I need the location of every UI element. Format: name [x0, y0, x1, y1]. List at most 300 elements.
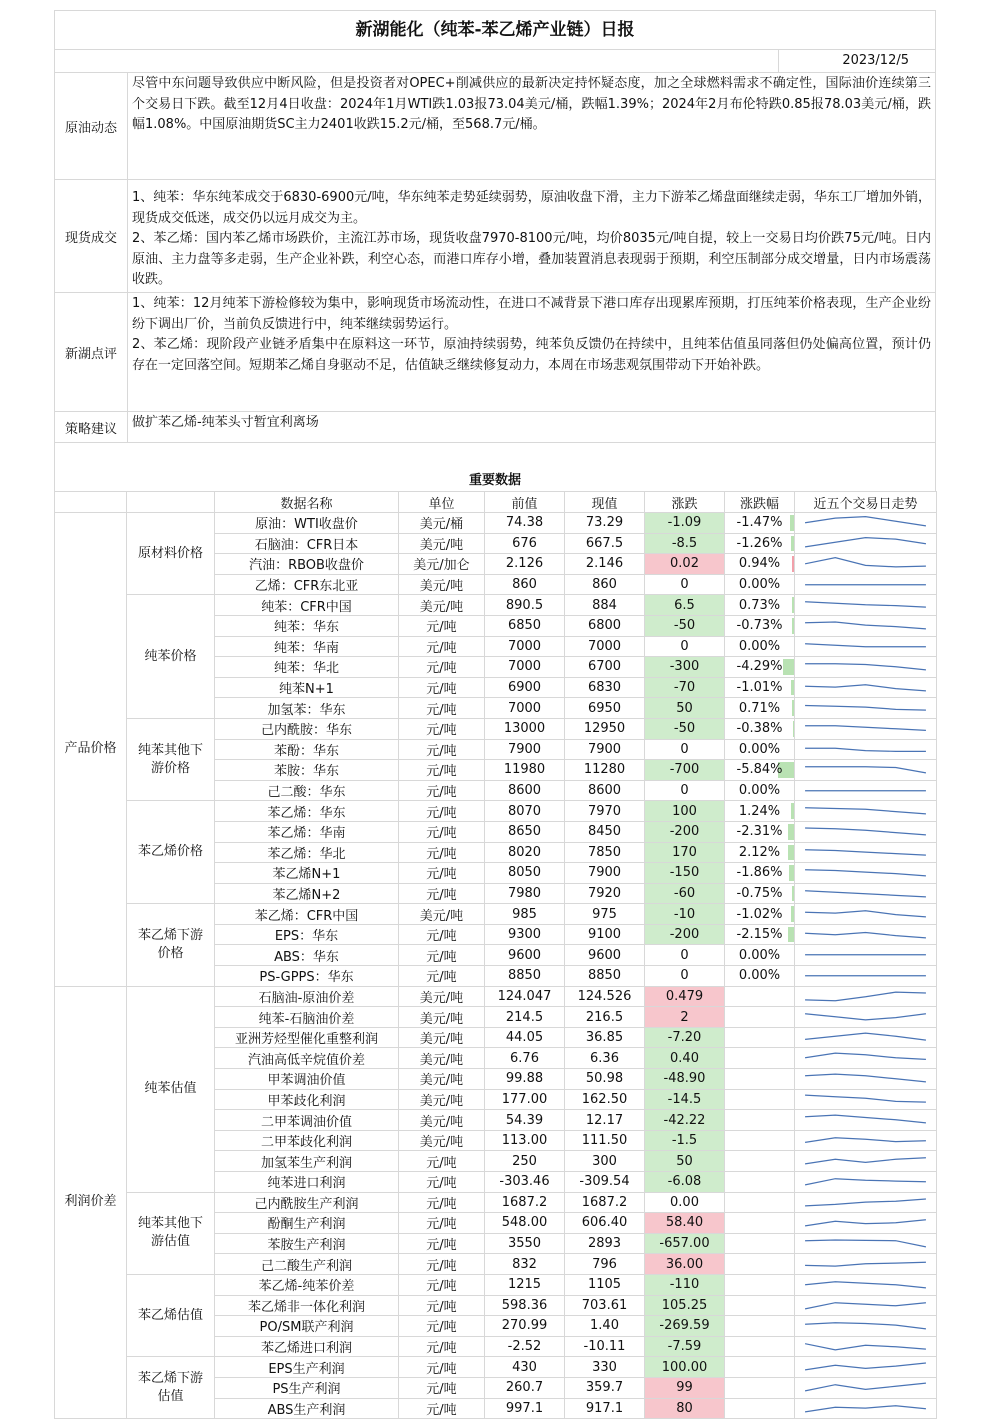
- pct-bar: [789, 865, 794, 881]
- row-cur: 6950: [565, 698, 645, 719]
- row-trend: [795, 677, 937, 698]
- date-row: [54, 49, 936, 72]
- row-name: 纯苯-石脑油价差: [215, 1007, 399, 1028]
- row-unit: 元/吨: [399, 760, 485, 781]
- trend-line: [805, 1054, 926, 1060]
- row-unit: 元/吨: [399, 801, 485, 822]
- trend-sparkline: [795, 1378, 936, 1398]
- row-cur: 330: [565, 1357, 645, 1378]
- row-pct: [725, 574, 795, 595]
- row-prev: 250: [485, 1151, 565, 1172]
- trend-line: [805, 1323, 926, 1329]
- row-unit: 元/吨: [399, 1151, 485, 1172]
- row-cur: 667.5: [565, 533, 645, 554]
- row-pct: [725, 513, 795, 534]
- row-change: -48.90: [645, 1069, 725, 1090]
- pct-value: 2.12%: [738, 844, 781, 860]
- trend-sparkline: [795, 698, 936, 718]
- row-prev: 124.047: [485, 986, 565, 1007]
- subgroup-label: 苯乙烯价格: [127, 801, 215, 904]
- header-pct: 涨跌幅: [725, 492, 795, 513]
- row-unit: 美元/桶: [399, 513, 485, 534]
- section-label: 策略建议: [55, 412, 128, 442]
- row-cur: 6700: [565, 657, 645, 678]
- trend-line: [805, 890, 926, 896]
- row-cur: 300: [565, 1151, 645, 1172]
- row-name: 己二酸：华东: [215, 780, 399, 801]
- row-name: 纯苯：CFR中国: [215, 595, 399, 616]
- pct-bar: [793, 721, 794, 737]
- trend-sparkline: [795, 925, 936, 945]
- row-change: 0: [645, 739, 725, 760]
- row-pct: [725, 1172, 795, 1193]
- row-unit: 元/吨: [399, 677, 485, 698]
- row-name: 苯乙烯N+1: [215, 863, 399, 884]
- row-prev: 6900: [485, 677, 565, 698]
- row-pct: [725, 677, 795, 698]
- section-paragraph: 1、纯苯：华东纯苯成交于6830-6900元/吨，华东纯苯走势延续弱势，原油收盘下滑，主力下游苯乙烯盘面继续走弱，华东工厂增加外销，现货成交低迷，成交仍以远月成交为主。: [132, 190, 931, 226]
- pct-value: 1.24%: [738, 803, 781, 819]
- pct-value: -1.01%: [736, 680, 783, 696]
- row-prev: 13000: [485, 718, 565, 739]
- row-pct: [725, 595, 795, 616]
- row-cur: 8850: [565, 966, 645, 987]
- row-change: 100: [645, 801, 725, 822]
- row-trend: [795, 1130, 937, 1151]
- row-trend: [795, 698, 937, 719]
- trend-sparkline: [795, 1275, 936, 1295]
- trend-line: [805, 911, 926, 917]
- pct-value: 0.00%: [738, 741, 781, 757]
- row-trend: [795, 1254, 937, 1275]
- subgroup-label: 纯苯其他下游价格: [127, 718, 215, 800]
- row-name: 汽油高低辛烷值价差: [215, 1048, 399, 1069]
- pct-value: -1.02%: [736, 906, 783, 922]
- pct-bar: [792, 886, 794, 902]
- row-unit: 美元/吨: [399, 904, 485, 925]
- row-name: 苯乙烯非一体化利润: [215, 1295, 399, 1316]
- row-prev: 598.36: [485, 1295, 565, 1316]
- trend-sparkline: [795, 657, 936, 677]
- row-unit: 元/吨: [399, 615, 485, 636]
- row-trend: [795, 904, 937, 925]
- trend-sparkline: [795, 1048, 936, 1068]
- row-prev: 8600: [485, 780, 565, 801]
- row-change: -7.20: [645, 1027, 725, 1048]
- trend-sparkline: [795, 822, 936, 842]
- trend-line: [805, 726, 926, 731]
- row-unit: 元/吨: [399, 1295, 485, 1316]
- row-trend: [795, 1151, 937, 1172]
- row-unit: 元/吨: [399, 924, 485, 945]
- row-prev: 9600: [485, 945, 565, 966]
- section-text: [128, 180, 935, 292]
- row-name: 苯乙烯进口利润: [215, 1336, 399, 1357]
- trend-line: [805, 1220, 926, 1226]
- row-cur: 7850: [565, 842, 645, 863]
- row-pct: [725, 1027, 795, 1048]
- row-change: -269.59: [645, 1316, 725, 1337]
- row-change: 0.479: [645, 986, 725, 1007]
- section-paragraph: 做扩苯乙烯-纯苯头寸暂宜利离场: [132, 415, 319, 430]
- row-cur: 50.98: [565, 1069, 645, 1090]
- row-change: -42.22: [645, 1110, 725, 1131]
- trend-sparkline: [795, 1007, 936, 1027]
- row-trend: [795, 1213, 937, 1234]
- row-trend: [795, 780, 937, 801]
- row-change: 6.5: [645, 595, 725, 616]
- row-cur: 606.40: [565, 1213, 645, 1234]
- row-prev: 260.7: [485, 1377, 565, 1398]
- row-cur: 7920: [565, 883, 645, 904]
- trend-sparkline: [795, 1296, 936, 1316]
- row-name: 苯乙烯-纯苯价差: [215, 1274, 399, 1295]
- pct-value: 0.00%: [738, 638, 781, 654]
- pct-value: -0.75%: [736, 885, 783, 901]
- row-change: -200: [645, 821, 725, 842]
- trend-line: [805, 1095, 926, 1102]
- row-name: 加氢苯生产利润: [215, 1151, 399, 1172]
- report-sheet: [54, 10, 936, 1419]
- trend-sparkline: [795, 1234, 936, 1254]
- row-unit: 元/吨: [399, 1274, 485, 1295]
- row-change: -1.09: [645, 513, 725, 534]
- section-paragraph: 2、苯乙烯：国内苯乙烯市场跌价，主流江苏市场，现货收盘7970-8100元/吨，均价8035元/吨自提，较上一交易日均价跌75元/吨。日内原油、主力盘等多走弱，生产企业补跌，利空心态，而港口库存小增，叠加装置消息表现弱于预期，利空压制部分成交增量，日内市场震荡收跌。: [132, 231, 931, 287]
- table-row: [55, 1192, 937, 1213]
- pct-value: -5.84%: [736, 762, 783, 778]
- subgroup-label: 纯苯其他下游估值: [127, 1192, 215, 1274]
- trend-sparkline: [795, 904, 936, 924]
- row-trend: [795, 533, 937, 554]
- row-prev: 7000: [485, 657, 565, 678]
- row-cur: 73.29: [565, 513, 645, 534]
- trend-line: [805, 870, 926, 876]
- trend-line: [805, 1363, 926, 1370]
- trend-line: [805, 664, 926, 670]
- table-row: [55, 718, 937, 739]
- key-data-table: [54, 491, 937, 1419]
- row-trend: [795, 821, 937, 842]
- row-unit: 元/吨: [399, 1316, 485, 1337]
- row-trend: [795, 986, 937, 1007]
- row-pct: [725, 780, 795, 801]
- row-name: 苯乙烯：CFR中国: [215, 904, 399, 925]
- row-change: 99: [645, 1377, 725, 1398]
- row-prev: 6850: [485, 615, 565, 636]
- pct-bar: [792, 700, 794, 716]
- header-name: 数据名称: [215, 492, 399, 513]
- row-pct: [725, 554, 795, 575]
- header-blank-group: [55, 492, 127, 513]
- row-pct: [725, 1192, 795, 1213]
- row-trend: [795, 1192, 937, 1213]
- row-change: -657.00: [645, 1233, 725, 1254]
- row-prev: 9300: [485, 924, 565, 945]
- pct-bar: [791, 803, 794, 819]
- row-pct: [725, 739, 795, 760]
- row-prev: 8850: [485, 966, 565, 987]
- trend-sparkline: [795, 945, 936, 965]
- table-row: [55, 1357, 937, 1378]
- row-prev: 8050: [485, 863, 565, 884]
- row-trend: [795, 1274, 937, 1295]
- row-trend: [795, 574, 937, 595]
- pct-bar: [792, 618, 794, 634]
- row-pct: [725, 1233, 795, 1254]
- row-trend: [795, 636, 937, 657]
- row-trend: [795, 1110, 937, 1131]
- row-name: 纯苯：华东: [215, 615, 399, 636]
- row-trend: [795, 739, 937, 760]
- trend-sparkline: [795, 1172, 936, 1192]
- row-trend: [795, 1048, 937, 1069]
- row-pct: [725, 718, 795, 739]
- row-name: 苯乙烯N+2: [215, 883, 399, 904]
- row-unit: 元/吨: [399, 842, 485, 863]
- pct-value: 0.00%: [738, 783, 781, 799]
- row-unit: 美元/吨: [399, 986, 485, 1007]
- header-trend: 近五个交易日走势: [795, 492, 937, 513]
- row-trend: [795, 1007, 937, 1028]
- row-name: PS-GPPS：华东: [215, 966, 399, 987]
- trend-sparkline: [795, 534, 936, 554]
- row-unit: 元/吨: [399, 1233, 485, 1254]
- trend-sparkline: [795, 637, 936, 657]
- trend-line: [805, 1014, 926, 1020]
- trend-sparkline: [795, 1131, 936, 1151]
- row-change: 36.00: [645, 1254, 725, 1275]
- row-change: -700: [645, 760, 725, 781]
- row-pct: [725, 1089, 795, 1110]
- row-pct: [725, 1069, 795, 1090]
- row-prev: 214.5: [485, 1007, 565, 1028]
- row-unit: 美元/吨: [399, 1089, 485, 1110]
- row-unit: 元/吨: [399, 883, 485, 904]
- commentary-sections: [54, 72, 936, 442]
- row-trend: [795, 883, 937, 904]
- trend-line: [805, 1383, 926, 1391]
- row-trend: [795, 842, 937, 863]
- trend-line: [805, 1199, 926, 1206]
- row-pct: [725, 821, 795, 842]
- row-name: EPS：华东: [215, 924, 399, 945]
- table-row: [55, 1274, 937, 1295]
- row-change: 0: [645, 574, 725, 595]
- row-unit: 元/吨: [399, 1172, 485, 1193]
- trend-sparkline: [795, 740, 936, 760]
- pct-bar: [791, 906, 794, 922]
- row-name: 甲苯歧化利润: [215, 1089, 399, 1110]
- row-cur: 975: [565, 904, 645, 925]
- row-pct: [725, 1398, 795, 1419]
- row-change: 105.25: [645, 1295, 725, 1316]
- row-cur: 1.40: [565, 1316, 645, 1337]
- row-prev: 177.00: [485, 1089, 565, 1110]
- row-pct: [725, 615, 795, 636]
- row-pct: [725, 986, 795, 1007]
- row-cur: 6800: [565, 615, 645, 636]
- row-name: 苯胺：华东: [215, 760, 399, 781]
- section-text: [128, 412, 935, 442]
- row-cur: 12.17: [565, 1110, 645, 1131]
- pct-value: 0.71%: [738, 700, 781, 716]
- row-pct: [725, 1377, 795, 1398]
- row-trend: [795, 1316, 937, 1337]
- trend-line: [805, 1282, 926, 1288]
- row-pct: [725, 1274, 795, 1295]
- row-pct: [725, 1130, 795, 1151]
- row-pct: [725, 1336, 795, 1357]
- row-pct: [725, 842, 795, 863]
- row-name: EPS生产利润: [215, 1357, 399, 1378]
- row-name: 二甲苯歧化利润: [215, 1130, 399, 1151]
- trend-line: [805, 602, 926, 607]
- header-prev: 前值: [485, 492, 565, 513]
- trend-line: [805, 558, 926, 567]
- subgroup-label: 原材料价格: [127, 513, 215, 595]
- row-prev: 6.76: [485, 1048, 565, 1069]
- row-prev: 2.126: [485, 554, 565, 575]
- row-pct: [725, 1316, 795, 1337]
- row-prev: 3550: [485, 1233, 565, 1254]
- section-2: [54, 179, 936, 292]
- row-cur: 11280: [565, 760, 645, 781]
- row-prev: 7000: [485, 636, 565, 657]
- row-unit: 美元/吨: [399, 595, 485, 616]
- pct-bar: [792, 597, 794, 613]
- row-trend: [795, 1233, 937, 1254]
- row-cur: -309.54: [565, 1172, 645, 1193]
- row-pct: [725, 760, 795, 781]
- row-unit: 元/吨: [399, 1213, 485, 1234]
- trend-sparkline: [795, 1254, 936, 1274]
- row-prev: 44.05: [485, 1027, 565, 1048]
- row-change: -14.5: [645, 1089, 725, 1110]
- table-header-row: [55, 492, 937, 513]
- trend-sparkline: [795, 513, 936, 533]
- row-cur: 216.5: [565, 1007, 645, 1028]
- trend-sparkline: [795, 1110, 936, 1130]
- row-trend: [795, 1336, 937, 1357]
- row-name: 己二酸生产利润: [215, 1254, 399, 1275]
- row-unit: 元/吨: [399, 657, 485, 678]
- row-name: 石脑油：CFR日本: [215, 533, 399, 554]
- row-trend: [795, 1357, 937, 1378]
- trend-line: [805, 1115, 926, 1123]
- row-pct: [725, 1357, 795, 1378]
- row-unit: 元/吨: [399, 698, 485, 719]
- row-name: 乙烯：CFR东北亚: [215, 574, 399, 595]
- row-change: 0: [645, 966, 725, 987]
- row-unit: 美元/吨: [399, 1048, 485, 1069]
- row-pct: [725, 1213, 795, 1234]
- row-change: -300: [645, 657, 725, 678]
- row-cur: 359.7: [565, 1377, 645, 1398]
- row-change: -10: [645, 904, 725, 925]
- row-cur: 796: [565, 1254, 645, 1275]
- row-change: 50: [645, 1151, 725, 1172]
- row-name: 苯乙烯：华北: [215, 842, 399, 863]
- row-unit: 元/吨: [399, 1254, 485, 1275]
- trend-sparkline: [795, 1069, 936, 1089]
- row-name: PS生产利润: [215, 1377, 399, 1398]
- trend-line: [805, 684, 926, 690]
- section-4: [54, 411, 936, 442]
- row-unit: 美元/吨: [399, 1069, 485, 1090]
- row-trend: [795, 595, 937, 616]
- row-change: 50: [645, 698, 725, 719]
- row-name: 石脑油-原油价差: [215, 986, 399, 1007]
- row-prev: 11980: [485, 760, 565, 781]
- row-change: 0: [645, 945, 725, 966]
- section-paragraph: 2、苯乙烯：现阶段产业链矛盾集中在原料这一环节，原油持续弱势，纯苯负反馈仍在持续中，且纯苯估值虽同落但仍处偏高位置，预计仍存在一定回落空间。短期苯乙烯自身驱动不足，估值缺乏继续修复动力，本周在市场悲观氛围带动下开始补跌。: [132, 337, 931, 373]
- row-pct: [725, 801, 795, 822]
- row-unit: 美元/吨: [399, 1007, 485, 1028]
- spacer-row: [54, 442, 936, 471]
- row-change: 0: [645, 780, 725, 801]
- row-cur: -10.11: [565, 1336, 645, 1357]
- trend-line: [805, 517, 926, 526]
- row-prev: 1215: [485, 1274, 565, 1295]
- row-name: ABS：华东: [215, 945, 399, 966]
- row-trend: [795, 1069, 937, 1090]
- row-unit: 元/吨: [399, 636, 485, 657]
- subgroup-label: 苯乙烯下游价格: [127, 904, 215, 986]
- row-cur: 7970: [565, 801, 645, 822]
- row-unit: 元/吨: [399, 739, 485, 760]
- row-unit: 元/吨: [399, 863, 485, 884]
- row-pct: [725, 1007, 795, 1028]
- pct-value: -2.31%: [736, 824, 783, 840]
- row-trend: [795, 718, 937, 739]
- pct-value: 0.94%: [738, 556, 781, 572]
- row-cur: 2893: [565, 1233, 645, 1254]
- row-change: -150: [645, 863, 725, 884]
- subgroup-label: 苯乙烯估值: [127, 1274, 215, 1356]
- trend-sparkline: [795, 843, 936, 863]
- row-unit: 美元/吨: [399, 574, 485, 595]
- pct-bar: [792, 556, 795, 572]
- row-trend: [795, 1089, 937, 1110]
- trend-sparkline: [795, 884, 936, 904]
- table-row: [55, 801, 937, 822]
- row-cur: 7900: [565, 863, 645, 884]
- row-name: 己内酰胺生产利润: [215, 1192, 399, 1213]
- row-cur: 1105: [565, 1274, 645, 1295]
- row-trend: [795, 615, 937, 636]
- row-prev: 997.1: [485, 1398, 565, 1419]
- row-pct: [725, 1110, 795, 1131]
- row-cur: 12950: [565, 718, 645, 739]
- report-date: 2023/12/5: [778, 50, 913, 72]
- trend-sparkline: [795, 616, 936, 636]
- row-pct: [725, 1295, 795, 1316]
- row-name: 苯酚：华东: [215, 739, 399, 760]
- pct-value: -4.29%: [736, 659, 783, 675]
- trend-sparkline: [795, 863, 936, 883]
- pct-value: 0.00%: [738, 968, 781, 984]
- section-text: [128, 293, 935, 411]
- row-cur: 7900: [565, 739, 645, 760]
- trend-sparkline: [795, 554, 936, 574]
- group-label: 利润价差: [55, 986, 127, 1418]
- trend-line: [805, 828, 926, 835]
- trend-line: [805, 932, 926, 937]
- trend-line: [805, 622, 926, 629]
- row-change: -60: [645, 883, 725, 904]
- trend-sparkline: [795, 1357, 936, 1377]
- row-unit: 元/吨: [399, 1398, 485, 1419]
